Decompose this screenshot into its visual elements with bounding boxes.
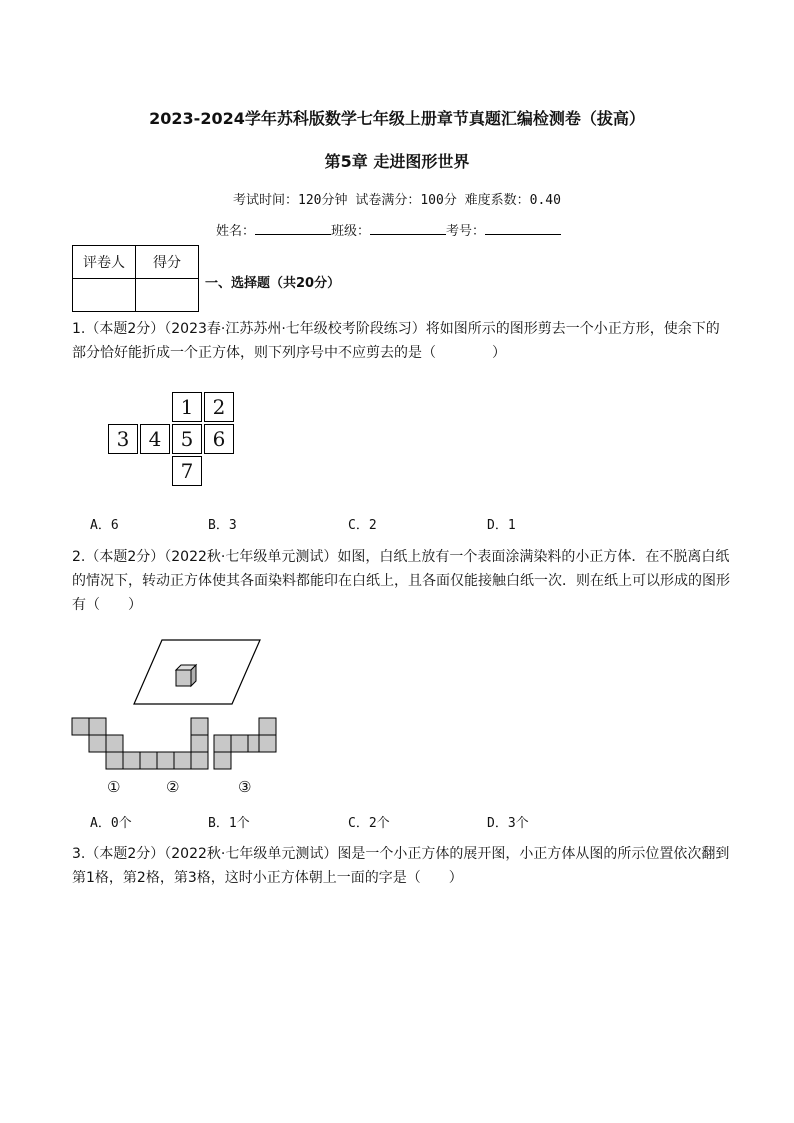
figure-label-3: ③ bbox=[238, 778, 252, 796]
name-blank bbox=[255, 222, 331, 235]
shape-2 bbox=[140, 718, 208, 769]
question-2-option-c: C．2个 bbox=[348, 816, 390, 831]
net-cell-4: 4 bbox=[140, 424, 170, 454]
section-title: 一、选择题（共20分） bbox=[205, 276, 341, 291]
small-cube-icon bbox=[176, 665, 196, 686]
exam-info: 考试时间：120分钟 试卷满分：100分 难度系数：0.40 bbox=[233, 193, 561, 208]
net-cell-1: 1 bbox=[172, 392, 202, 422]
class-label: 班级： bbox=[331, 224, 371, 239]
net-cell-3: 3 bbox=[108, 424, 138, 454]
question-1-option-c: C．2 bbox=[348, 518, 377, 533]
question-2-option-d: D．3个 bbox=[487, 816, 529, 831]
net-cell-2: 2 bbox=[204, 392, 234, 422]
score-cell bbox=[136, 279, 199, 312]
question-2-text: 2.（本题2分）（2022秋·七年级单元测试）如图，白纸上放有一个表面涂满染料的小正方体．在不脱离白纸的情况下，转动正方体使其各面染料都能印在白纸上，且各面仅能接触白纸一次．则在纸上可以形成的图形有（ ） bbox=[72, 549, 730, 613]
net-cell-6: 6 bbox=[204, 424, 234, 454]
number-blank bbox=[485, 222, 561, 235]
question-1-text: 1.（本题2分）（2023春·江苏苏州·七年级校考阶段练习）将如图所示的图形剪去一个小正方形，使余下的部分恰好能折成一个正方体，则下列序号中不应剪去的是（ ） bbox=[72, 321, 720, 361]
figure-label-2: ② bbox=[166, 778, 180, 796]
score-table bbox=[72, 245, 199, 312]
grader-cell bbox=[73, 279, 136, 312]
chapter-title: 第5章 走进图形世界 bbox=[324, 152, 470, 171]
question-1-option-b: B．3 bbox=[208, 518, 237, 533]
name-label: 姓名： bbox=[216, 224, 256, 239]
question-2-figure bbox=[60, 630, 320, 805]
figure-label-1: ① bbox=[107, 778, 121, 796]
question-2-option-a: A．0个 bbox=[90, 816, 132, 831]
exam-title: 2023-2024学年苏科版数学七年级上册章节真题汇编检测卷（拔高） bbox=[149, 109, 645, 128]
paper-sheet bbox=[134, 640, 260, 704]
shape-1 bbox=[72, 718, 140, 769]
student-info-line bbox=[216, 220, 561, 239]
net-cell-7: 7 bbox=[172, 456, 202, 486]
question-3-text: 3.（本题2分）（2022秋·七年级单元测试）图是一个小正方体的展开图，小正方体从图的所示位置依次翻到第1格，第2格，第3格，这时小正方体朝上一面的字是（ ） bbox=[72, 846, 730, 886]
question-1-option-a: A．6 bbox=[90, 518, 119, 533]
shape-3 bbox=[214, 718, 276, 769]
score-header: 得分 bbox=[136, 246, 199, 279]
question-2-option-b: B．1个 bbox=[208, 816, 250, 831]
class-blank bbox=[370, 222, 446, 235]
question-1-option-d: D．1 bbox=[487, 518, 516, 533]
number-label: 考号： bbox=[446, 224, 486, 239]
net-cell-5: 5 bbox=[172, 424, 202, 454]
grader-header: 评卷人 bbox=[73, 246, 136, 279]
